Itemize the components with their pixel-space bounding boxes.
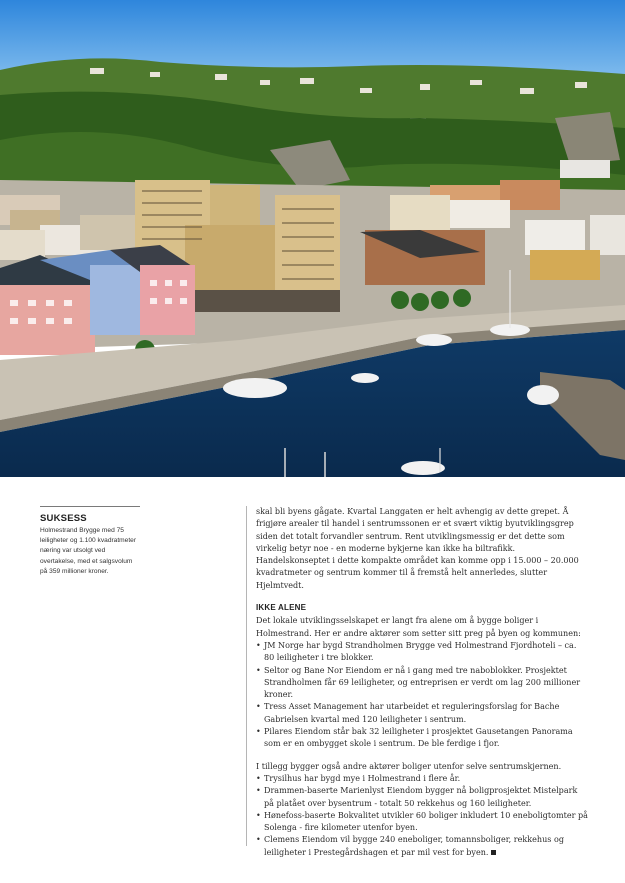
sidebar-body: Holmestrand Brygge med 75 leiligheter og 1.100 kvadratmeter næring var utsolgt ved overtakelse, med et salgsvolum på 359 millioner kroner.: [40, 527, 137, 575]
section-paragraph: Det lokale utviklingsselskapet er langt fra alene om å bygge boliger i Holmestrand. Her er andre aktører som setter sitt preg på byen og kommunen:: [256, 616, 581, 638]
paragraph-2: I tillegg bygger også andre aktører boliger utenfor selve sentrumskjernen.: [256, 761, 562, 771]
list-item: • Seltor og Bane Nor Eiendom er nå i gang med tre naboblokker. Prosjektet Strandholmen får 69 leiligheter, og entreprisen er verdt om lag 200 millioner kroner.: [256, 665, 588, 702]
sidebar-rule: [40, 506, 140, 507]
actors-list: [256, 640, 588, 751]
sidebar-heading: SUKSESS: [40, 513, 87, 524]
column-divider: [246, 506, 247, 846]
section-heading: IKKE ALENE: [256, 603, 307, 613]
end-mark: [491, 850, 496, 855]
list-item: • Tress Asset Management har utarbeidet et reguleringsforslag for Bache Gabrielsen kvartal med 120 leiligheter i sentrum.: [256, 701, 588, 726]
list-item: • JM Norge har bygd Strandholmen Brygge ved Holmestrand Fjordhoteli – ca. 80 leiligheter i tre blokker.: [256, 640, 588, 665]
sidebar-box: [40, 506, 140, 577]
list-item: • Pilares Eiendom står bak 32 leiligheter i prosjektet Gausetangen Panorama som er en ombygget skole i sentrum. De ble ferdige i fjor.: [256, 726, 588, 751]
list-item: • Trysilhus har bygd mye i Holmestrand i flere år.: [256, 773, 588, 785]
outer-actors-list: [256, 773, 588, 859]
article-intro: skal bli byens gågate. Kvartal Langgaten er helt avhengig av dette grepet. Å frigjøre arealer til handel i sentrumssonen er et svært viktig byutviklingsgrep siden det totalt forvandler sentrum. Rent utviklingsmessig er det dette som virkelig betyr noe - en moderne bykjerne kan ikke ha biltrafikk. Handelskonseptet i dette kompakte området kan komme opp i 15.000 – 20.000 kvadratmeter og sentrum kommer til å fremstå helt annerledes, slutter Hjelmtvedt.: [256, 507, 579, 590]
list-item: [256, 834, 588, 859]
article-column: [256, 506, 588, 859]
list-item: • Drammen-baserte Marienlyst Eiendom bygger nå boligprosjektet Mistelpark på platået over bysentrum - totalt 50 rekkehus og 160 leiligheter.: [256, 785, 588, 810]
list-item: • Hønefoss-baserte Bokvalitet utvikler 60 boliger inkludert 10 eneboligtomter på Solenga - fire kilometer utenfor byen.: [256, 810, 588, 835]
last-item-text: Clemens Eiendom vil bygge 240 eneboliger, tomannsboliger, rekkehus og leiligheter i Prestegårdshagen et par mil vest for byen.: [264, 835, 564, 857]
